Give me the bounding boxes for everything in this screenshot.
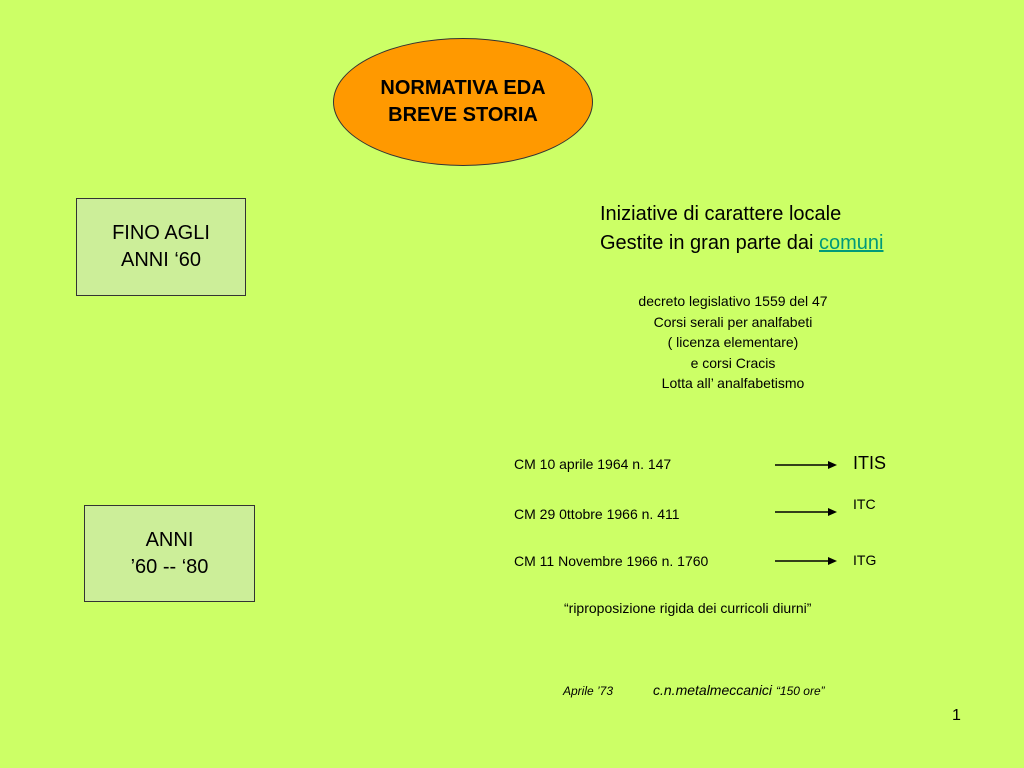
- curricula-quote: “riproposizione rigida dei curricoli diurni”: [564, 600, 812, 616]
- title-oval: [333, 38, 593, 166]
- circular-label: CM 10 aprile 1964 n. 147: [514, 456, 672, 472]
- decree-block: [590, 291, 876, 394]
- decree-line: Lotta all’ analfabetismo: [661, 375, 805, 391]
- comuni-link[interactable]: comuni: [819, 232, 884, 254]
- school-type: ITC: [853, 496, 876, 512]
- period-box-until-60s: [76, 198, 246, 296]
- school-type: ITG: [853, 552, 877, 568]
- intro-text: [600, 200, 884, 258]
- period-box-line-1: FINO AGLI: [112, 222, 210, 244]
- page-number: 1: [952, 707, 961, 724]
- intro-line-2-text: Gestite in gran parte dai: [600, 232, 820, 254]
- period-box-line-2: ’60 -- ‘80: [130, 555, 209, 578]
- footer-date: Aprile ’73: [563, 684, 614, 698]
- circular-label: CM 11 Novembre 1966 n. 1760: [514, 553, 709, 569]
- footer-name: c.n.metalmeccanici: [653, 682, 776, 698]
- decree-line: ( licenza elementare): [667, 334, 799, 350]
- arrow-right-icon: [775, 555, 837, 567]
- title-line-1: NORMATIVA EDA: [380, 77, 546, 99]
- arrow-right-icon: [775, 506, 837, 518]
- decree-line: Corsi serali per analfabeti: [653, 313, 813, 330]
- decree-line: decreto legislativo 1559 del 47: [638, 293, 828, 309]
- title-line-2: BREVE STORIA: [388, 104, 538, 126]
- circular-label: CM 29 0ttobre 1966 n. 411: [514, 506, 680, 522]
- footer-hours: “150 ore”: [775, 684, 825, 698]
- intro-line-2: [600, 229, 884, 258]
- decree-line: e corsi Cracis: [690, 354, 776, 371]
- arrow-right-icon: [775, 459, 837, 471]
- footer-note: [653, 682, 825, 698]
- period-box-60s-80s: [84, 505, 255, 602]
- period-box-line-2: ANNI ‘60: [120, 249, 202, 271]
- intro-line-1: Iniziative di carattere locale: [600, 203, 842, 225]
- period-box-line-1: ANNI: [145, 528, 194, 551]
- school-type: ITIS: [853, 453, 887, 473]
